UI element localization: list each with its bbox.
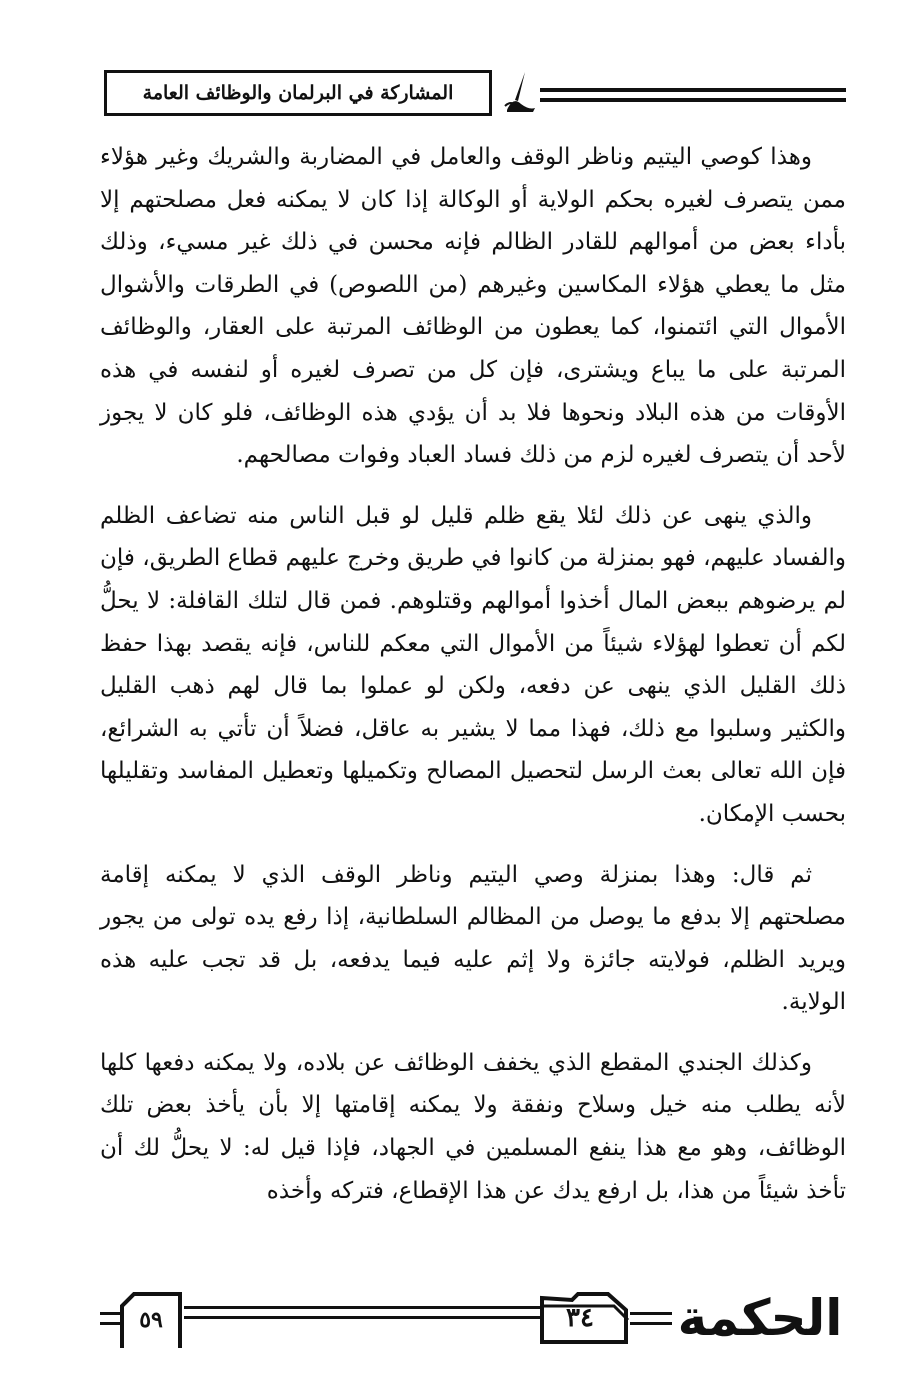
page-number: ٥٩ (139, 1307, 163, 1333)
footer-rule-left-bottom (100, 1322, 120, 1325)
footer-rule-mid-top (184, 1306, 540, 1309)
header-rule-bottom (540, 98, 846, 102)
journal-logo: الحكمة (677, 1289, 843, 1347)
paragraph: والذي ينهى عن ذلك لئلا يقع ظلم قليل لو قبل الناس منه تضاعف الظلم والفساد عليهم، فهو بمنزلة من كانوا في طريق وخرج عليهم قطاع الطريق، فإن لم يرضوهم ببعض المال أخذوا أموالهم وقتلوهم. فمن قال لتلك القافلة: لا يحلُّ لكم أن تعطوا لهؤلاء شيئاً من الأموال التي معكم للناس، فإنه يقصد بهذا حفظ ذلك القليل الذي ينهى عن دفعه، ولكن لو عملوا بما قال لهم ذهب القليل والكثير وسلبوا مع ذلك، فهذا مما لا يشير به عاقل، فضلاً أن تأتي به الشرائع، فإن الله تعالى بعث الرسل لتحصيل المصالح وتكميلها وتعطيل المفاسد وتقليلها بحسب الإمكان. (100, 502, 846, 827)
running-title: المشاركة في البرلمان والوظائف العامة (104, 70, 492, 116)
footer-rule-right-top (630, 1312, 672, 1315)
footer-rule-mid-bottom (184, 1316, 540, 1319)
article-body (100, 136, 846, 1230)
paragraph: وكذلك الجندي المقطع الذي يخفف الوظائف عن بلاده، ولا يمكنه دفعها كلها لأنه يطلب منه خيل وسلاح ونفقة ولا يمكنه إقامتها إلا بأن يأخذ بعض تلك الوظائف، وهو مع هذا ينفع المسلمين في الجهاد، فإذا قيل له: لا يحلُّ لك أن تأخذ شيئاً من هذا، بل ارفع يدك عن هذا الإقطاع، فتركه وأخذه (100, 1049, 846, 1204)
footer-rule-left-top (100, 1312, 120, 1315)
paragraph: وهذا كوصي اليتيم وناظر الوقف والعامل في المضاربة والشريك وغير هؤلاء ممن يتصرف لغيره بحكم الولاية أو الوكالة إذا كان لا يمكنه فعل مصلحتهم إلا بأداء بعض من أموالهم للقادر الظالم فإنه محسن في ذلك غير مسيء، وذلك مثل ما يعطي هؤلاء المكاسين وغيرهم (من اللصوص) في الطرقات والأشوال الأموال التي ائتمنوا، كما يعطون من الوظائف المرتبة على العقار، والوظائف المرتبة على ما يباع ويشترى، فإن كل من تصرف لغيره أو لنفسه في هذه الأوقات من هذه البلاد ونحوها فلا بد أن يؤدي هذه الوظائف، فلو كان لا يجوز لأحد أن يتصرف لغيره لزم من ذلك فساد العباد وفوات مصالحهم. (100, 144, 846, 469)
header-rule-top (540, 88, 846, 92)
quill-pen-icon (503, 70, 537, 114)
issue-number: ٣٤ (566, 1303, 594, 1333)
paragraph: ثم قال: وهذا بمنزلة وصي اليتيم وناظر الوقف الذي لا يمكنه إقامة مصلحتهم إلا بدفع ما يوصل من المظالم السلطانية، إذا رفع يده تولى من يجور ويريد الظلم، فولايته جائزة ولا إثم عليه فيما يدفعه، بل قد تجب عليه هذه الولاية. (100, 861, 846, 1016)
footer-rule-right-bottom (630, 1322, 672, 1325)
